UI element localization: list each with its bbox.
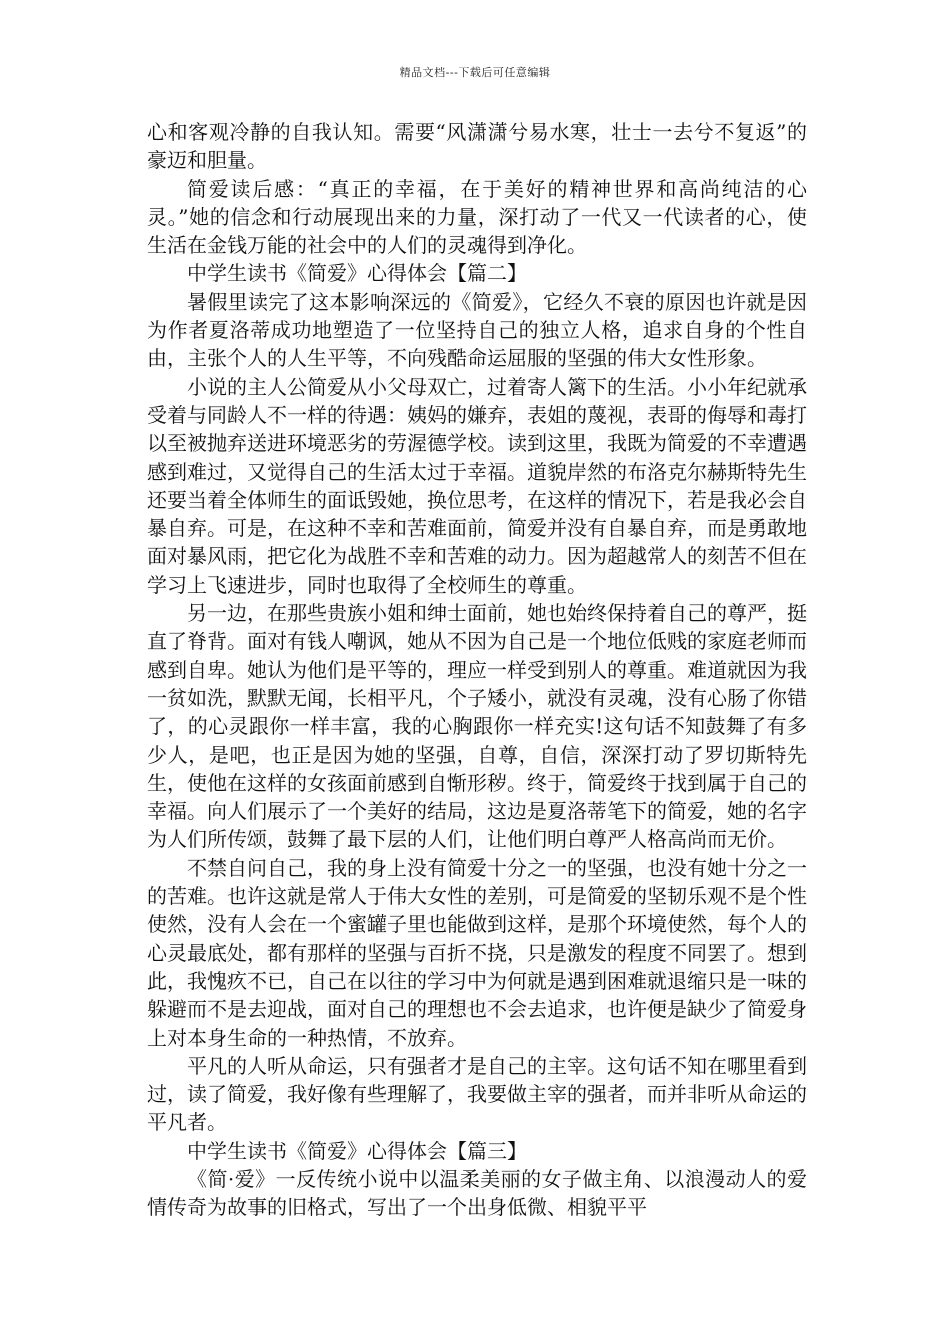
section-heading-2: 中学生读书《简爱》心得体会【篇二】 [187, 261, 527, 286]
paragraph: 不禁自问自己，我的身上没有简爱十分之一的坚强，也没有她十分之一的苦难。也许这就是常人于伟大女性的差别，可是简爱的坚韧乐观不是个性使然，没有人会在一个蜜罐子里也能做到这样，是那个环境使然，每个人的心灵最底处，都有那样的坚强与百折不挠，只是激发的程度不同罢了。想到此，我愧疚不已，自己在以往的学习中为何就是遇到困难就退缩只是一味的躲避而不是去迎战，面对自己的理想也不会去追求，也许便是缺少了简爱身上对本身生命的一种热情，不放弃。 [147, 855, 807, 1050]
section-heading-3: 中学生读书《简爱》心得体会【篇三】 [187, 1138, 527, 1163]
paragraph-continuation: 心和客观冷静的自我认知。需要“风潇潇兮易水寒，壮士一去兮不复返”的豪迈和胆量。 [147, 120, 807, 173]
paragraph: 简爱读后感：“真正的幸福，在于美好的精神世界和高尚纯洁的心灵。”她的信念和行动展现出来的力量，深打动了一代又一代读者的心，使生活在金钱万能的社会中的人们的灵魂得到净化。 [147, 176, 807, 258]
paragraph: 另一边，在那些贵族小姐和绅士面前，她也始终保持着自己的尊严，挺直了脊背。面对有钱人嘲讽，她从不因为自己是一个地位低贱的家庭老师而感到自卑。她认为他们是平等的，理应一样受到别人的尊重。难道就因为我一贫如洗，默默无闻，长相平凡，个子矮小，就没有灵魂，没有心肠了你错了，的心灵跟你一样丰富，我的心胸跟你一样充实!这句话不知鼓舞了有多少人，是吧，也正是因为她的坚强，自尊，自信，深深打动了罗切斯特先生，使他在这样的女孩面前感到自惭形秽。终于，简爱终于找到属于自己的幸福。向人们展示了一个美好的结局，这边是夏洛蒂笔下的简爱，她的名字为人们所传颂，鼓舞了最下层的人们，让他们明白尊严人格高尚而无价。 [147, 601, 807, 852]
paragraph: 暑假里读完了这本影响深远的《简爱》，它经久不衰的原因也许就是因为作者夏洛蒂成功地塑造了一位坚持自己的独立人格，追求自身的个性自由，主张个人的人生平等，不向残酷命运屈服的坚强的伟大女性形象。 [147, 289, 807, 371]
document-body [147, 118, 807, 1222]
paragraph: 平凡的人听从命运，只有强者才是自己的主宰。这句话不知在哪里看到过，读了简爱，我好像有些理解了，我要做主宰的强者，而并非听从命运的平凡者。 [147, 1053, 807, 1135]
page-header: 精品文档---下载后可任意编辑 [399, 66, 551, 79]
paragraph: 小说的主人公简爱从小父母双亡，过着寄人篱下的生活。小小年纪就承受着与同龄人不一样的待遇：姨妈的嫌弃，表姐的蔑视，表哥的侮辱和毒打以至被抛弃送进环境恶劣的劳渥德学校。读到这里，我既为简爱的不幸遭遇感到难过，又觉得自己的生活太过于幸福。道貌岸然的布洛克尔赫斯特先生还要当着全体师生的面诋毁她，换位思考，在这样的情况下，若是我必会自暴自弃。可是，在这种不幸和苦难面前，简爱并没有自暴自弃，而是勇敢地面对暴风雨，把它化为战胜不幸和苦难的动力。因为超越常人的刻苦不但在学习上飞速进步，同时也取得了全校师生的尊重。 [147, 374, 807, 597]
paragraph: 《简·爱》一反传统小说中以温柔美丽的女子做主角、以浪漫动人的爱情传奇为故事的旧格式，写出了一个出身低微、相貌平平 [147, 1166, 807, 1220]
